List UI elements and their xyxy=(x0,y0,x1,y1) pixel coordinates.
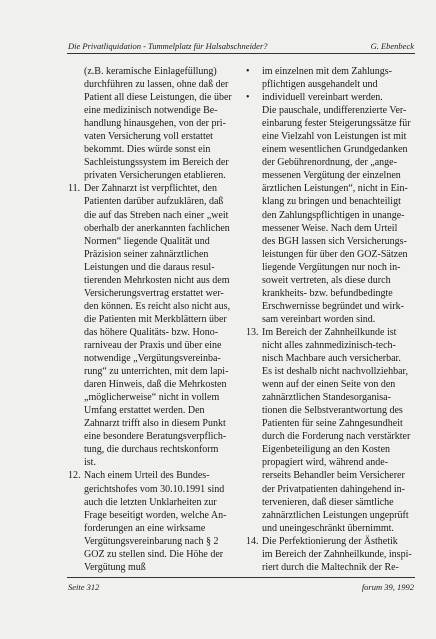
line-text: rerseits Behandler beim Versicherer xyxy=(262,470,405,482)
line-text: bekommt. Dies würde sonst ein xyxy=(84,144,211,156)
line-text: ist. xyxy=(84,457,96,469)
text-line xyxy=(68,365,236,378)
line-text: riert durch die Maltechnik der Re- xyxy=(262,561,399,573)
text-line xyxy=(246,496,414,509)
line-text: Präzision seiner zahnärztlichen xyxy=(84,248,209,260)
text-line xyxy=(68,91,236,104)
text-line xyxy=(246,326,414,339)
text-line xyxy=(68,169,236,182)
text-line xyxy=(68,561,236,574)
bullet-marker: • xyxy=(246,92,250,104)
text-line xyxy=(68,130,236,143)
line-text: Sachleistungssystem im Bereich der xyxy=(84,157,229,169)
text-line xyxy=(246,483,414,496)
text-line xyxy=(68,522,236,535)
item-number: 13. xyxy=(246,326,259,338)
text-line xyxy=(68,104,236,117)
line-text: ärztlichen Leistungen“, nicht in Ein- xyxy=(262,183,408,195)
line-text: das höhere Qualitäts- bzw. Hono- xyxy=(84,326,219,338)
text-line xyxy=(68,548,236,561)
text-line xyxy=(246,143,414,156)
text-line xyxy=(246,535,414,548)
text-line xyxy=(246,378,414,391)
text-line xyxy=(246,561,414,574)
line-text: pflichtigen ausgehandelt und xyxy=(262,79,378,91)
line-text: individuell vereinbart werden. xyxy=(262,92,383,104)
text-line xyxy=(246,313,414,326)
text-line xyxy=(68,143,236,156)
text-line xyxy=(68,509,236,522)
line-text: gerichtshofes vom 30.10.1991 sind xyxy=(84,483,225,495)
text-line xyxy=(246,156,414,169)
line-text: eine Vielzahl von Leistungen ist mit xyxy=(262,131,407,143)
line-text: eine medizinisch notwendige Be- xyxy=(84,105,218,117)
text-line xyxy=(68,443,236,456)
line-text: Zahnarzt trifft also in diesem Punkt xyxy=(84,418,226,430)
issue-label: forum 39, 1992 xyxy=(361,582,414,592)
line-text: Patienten für seine Zahngesundheit xyxy=(262,418,403,430)
line-text: nicht alles zahnmedizinisch-tech- xyxy=(262,339,396,351)
text-line xyxy=(246,117,414,130)
text-line xyxy=(68,352,236,365)
text-line xyxy=(68,417,236,430)
text-line xyxy=(246,430,414,443)
text-line xyxy=(246,287,414,300)
line-text: eine besondere Beratungsverpflich- xyxy=(84,431,227,443)
line-text: zahnärztlichen Leistungen ungeprüft xyxy=(262,509,409,521)
line-text: tung, die durchaus rechtskonform xyxy=(84,444,219,456)
text-line xyxy=(68,156,236,169)
text-line xyxy=(246,391,414,404)
text-line xyxy=(68,78,236,91)
text-line xyxy=(68,378,236,391)
header-title: Die Privatliquidation - Tummelplatz für Halsabschneider? xyxy=(68,41,268,51)
text-line xyxy=(246,130,414,143)
line-text: im Bereich der Zahnheilkunde, inspi- xyxy=(262,548,412,560)
text-line xyxy=(246,548,414,561)
line-text: Umfang erstattet werden. Den xyxy=(84,405,205,417)
line-text: GOZ zu stellen sind. Die Höhe der xyxy=(84,548,224,560)
left-column xyxy=(68,65,236,574)
text-line xyxy=(246,195,414,208)
item-number: 11. xyxy=(68,183,81,195)
text-line xyxy=(68,391,236,404)
text-line xyxy=(246,352,414,365)
line-text: propagiert wird, während ande- xyxy=(262,457,389,469)
item-number: 14. xyxy=(246,535,259,547)
line-text: tervenieren, daß dieser sämtliche xyxy=(262,496,394,508)
running-footer xyxy=(68,582,414,592)
line-text: und uneingeschränkt übernimmt. xyxy=(262,522,394,534)
line-text: tierenden Mehrkosten nicht aus dem xyxy=(84,274,230,286)
text-line xyxy=(68,326,236,339)
text-line xyxy=(68,404,236,417)
line-text: rarniveau der Praxis und über eine xyxy=(84,339,222,351)
text-line xyxy=(68,300,236,313)
line-text: tionen die Selbstverantwortung des xyxy=(262,405,403,417)
text-line xyxy=(68,456,236,469)
line-text: zahnärztlichen Standesorganisa- xyxy=(262,392,391,404)
line-text: Nach einem Urteil des Bundes- xyxy=(84,470,210,482)
text-line xyxy=(246,248,414,261)
line-text: notwendige „Vergütungsvereinba- xyxy=(84,353,221,365)
line-text: daren Hinweis, daß die Mehrkosten xyxy=(84,379,227,391)
text-line xyxy=(246,65,414,78)
line-text: Vergütung muß xyxy=(84,561,146,573)
line-text: Vergütungsvereinbarung nach § 2 xyxy=(84,535,219,547)
line-text: den können. Es reicht also nicht aus, xyxy=(84,300,231,312)
text-line xyxy=(246,509,414,522)
text-line xyxy=(68,339,236,352)
line-text: des BGH lassen sich Versicherungs- xyxy=(262,235,407,247)
footer-rule xyxy=(67,577,415,578)
bullet-marker: • xyxy=(246,66,250,77)
text-line xyxy=(246,91,414,104)
line-text: forderungen an eine wirksame xyxy=(84,522,206,534)
line-text: messenen Vergütung der einzelnen xyxy=(262,170,401,182)
line-text: Normen“ liegende Qualität und xyxy=(84,235,210,247)
header-author: G. Ebenbeck xyxy=(370,41,414,51)
line-text: Die Perfektionierung der Ästhetik xyxy=(262,535,398,547)
text-line xyxy=(68,261,236,274)
text-line xyxy=(246,300,414,313)
line-text: „möglicherweise“ nicht in vollem xyxy=(84,392,220,404)
text-line xyxy=(68,535,236,548)
line-text: klang zu bringen und benachteiligt xyxy=(262,196,401,208)
line-text: Patient all diese Leistungen, die über xyxy=(84,92,232,104)
line-text: krankheits- bzw. befundbedingte xyxy=(262,287,393,299)
text-line xyxy=(246,78,414,91)
line-text: messener Weise. Nach dem Urteil xyxy=(262,222,398,234)
text-line xyxy=(246,443,414,456)
line-text: nisch Machbare auch versicherbar. xyxy=(262,353,401,365)
line-text: einbarung fester Steigerungssätze für xyxy=(262,118,411,130)
line-text: handlung hinausgehen, von der pri- xyxy=(84,118,226,130)
text-line xyxy=(68,209,236,222)
line-text: privaten Versicherungen etablieren. xyxy=(84,170,226,182)
line-text: die auf das Streben nach einer „weit xyxy=(84,209,229,221)
page-number: Seite 312 xyxy=(68,582,100,592)
text-line xyxy=(246,261,414,274)
line-text: rung“ zu unterrichten, mit dem lapi- xyxy=(84,366,229,378)
text-line xyxy=(246,469,414,482)
line-text: Versicherungsvertrag erstattet wer- xyxy=(84,287,224,299)
line-text: die Patienten mit Merkblättern über xyxy=(84,313,227,325)
text-line xyxy=(68,469,236,482)
text-line xyxy=(68,65,236,78)
line-text: liegende Vergütungen nur noch in- xyxy=(262,261,401,273)
text-line xyxy=(246,404,414,417)
line-text: oberhalb der anerkannten fachlichen xyxy=(84,222,230,234)
text-line xyxy=(246,209,414,222)
text-line xyxy=(246,456,414,469)
text-line xyxy=(68,222,236,235)
line-text: Der Zahnarzt ist verpflichtet, den xyxy=(84,183,217,195)
line-text: Es ist deshalb nicht nachvollziehbar, xyxy=(262,366,408,378)
running-header xyxy=(68,41,414,51)
line-text: der Privatpatienten dahingehend in- xyxy=(262,483,406,495)
line-text: den Zahlungspflichtigen in unange- xyxy=(262,209,405,221)
line-text: Patienten darüber aufzuklären, daß xyxy=(84,196,224,208)
text-line xyxy=(246,182,414,195)
text-line xyxy=(246,274,414,287)
text-line xyxy=(68,496,236,509)
line-text: im einzelnen mit dem Zahlungs- xyxy=(262,66,392,77)
item-number: 12. xyxy=(68,470,81,482)
line-text: (z.B. keramische Einlagefüllung) xyxy=(84,66,217,77)
text-line xyxy=(68,117,236,130)
line-text: der Gebührenordnung, der „ange- xyxy=(262,157,397,169)
text-line xyxy=(246,417,414,430)
line-text: soweit vertreten, als diese durch xyxy=(262,274,391,286)
line-text: vaten Versicherung voll erstattet xyxy=(84,131,213,143)
line-text: wenn auf der einen Seite von den xyxy=(262,379,396,391)
text-line xyxy=(246,104,414,117)
line-text: auch die letzten Unklarheiten zur xyxy=(84,496,217,508)
text-line xyxy=(68,235,236,248)
line-text: leistungen für über den GOZ-Sätzen xyxy=(262,248,408,260)
line-text: sam vereinbart worden sind. xyxy=(262,313,376,325)
text-line xyxy=(68,195,236,208)
text-line xyxy=(246,222,414,235)
line-text: Leistungen und die daraus resul- xyxy=(84,261,215,273)
text-line xyxy=(68,248,236,261)
line-text: Frage beseitigt worden, welche An- xyxy=(84,509,227,521)
text-line xyxy=(246,339,414,352)
text-line xyxy=(68,182,236,195)
text-line xyxy=(246,235,414,248)
line-text: einem wesentlichen Grundgedanken xyxy=(262,144,408,156)
right-column xyxy=(246,65,414,574)
line-text: Erschwernisse begründet und wirk- xyxy=(262,300,404,312)
text-line xyxy=(246,522,414,535)
line-text: durch die Forderung nach verstärkter xyxy=(262,431,411,443)
header-rule xyxy=(67,53,415,54)
text-line xyxy=(68,483,236,496)
text-line xyxy=(68,430,236,443)
text-line xyxy=(68,313,236,326)
line-text: durchführen zu lassen, ohne daß der xyxy=(84,79,229,91)
text-line xyxy=(68,274,236,287)
text-line xyxy=(246,169,414,182)
text-line xyxy=(68,287,236,300)
line-text: Die pauschale, undifferenzierte Ver- xyxy=(262,105,407,117)
line-text: Eigenbeteiligung an den Kosten xyxy=(262,444,391,456)
text-line xyxy=(246,365,414,378)
line-text: Im Bereich der Zahnheilkunde ist xyxy=(262,326,397,338)
